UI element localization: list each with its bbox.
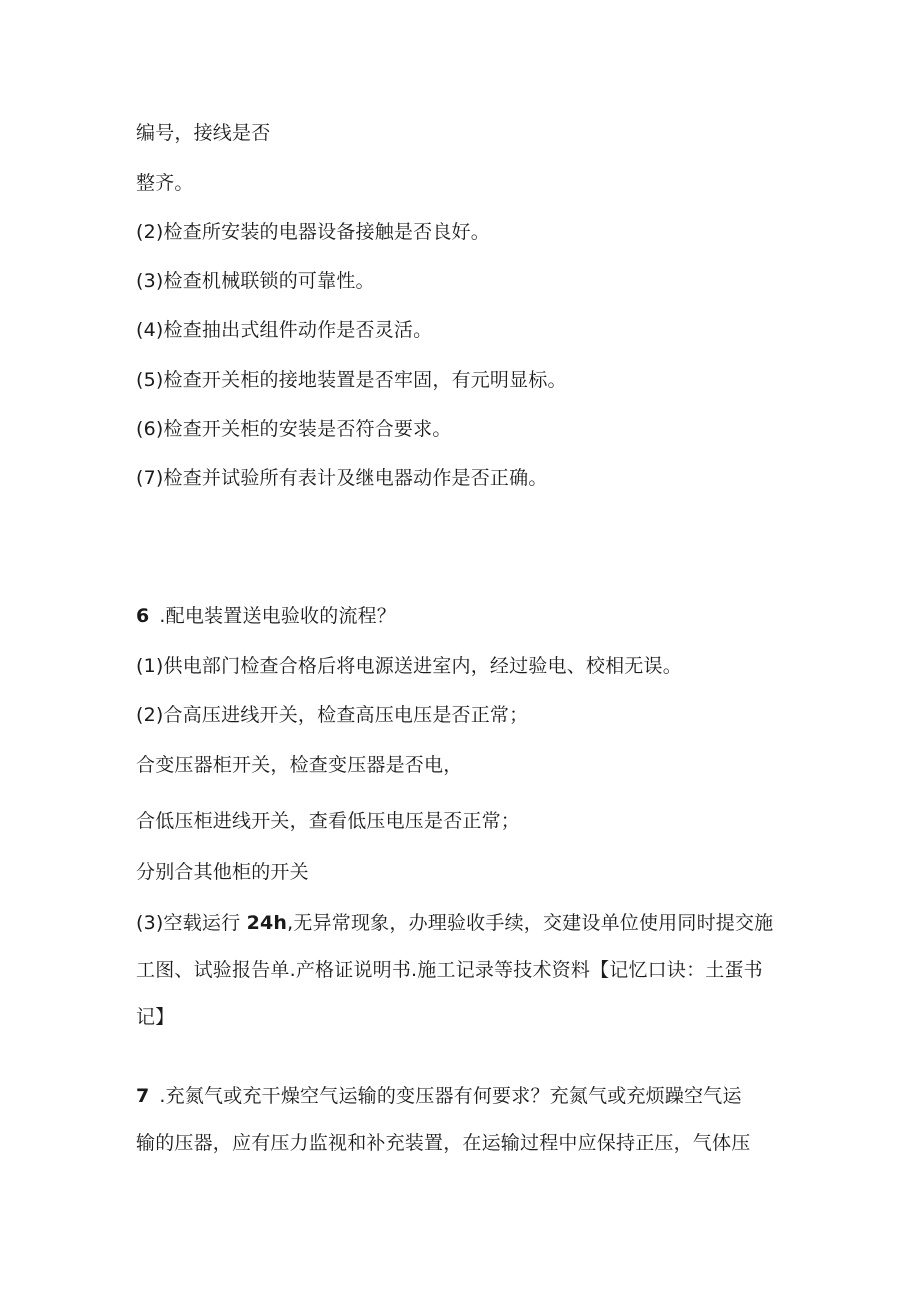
paragraph-line: 输的压器，应有压力监视和补充装置，在运输过程中应保持正压，气体压: [136, 1132, 751, 1154]
list-item: (5)检查开关柜的接地装置是否牢固，有元明显标。: [136, 369, 567, 391]
list-item: (7)检查并试验所有表计及继电器动作是否正确。: [136, 467, 548, 489]
paragraph-line: 编号，接线是否: [136, 122, 271, 144]
section-number: 6: [136, 605, 150, 627]
section-title: .充氮气或充干燥空气运输的变压器有何要求？充氮气或充烦躁空气运: [159, 1085, 742, 1107]
text-run: ,无异常现象，办理验收手续，交建设单位使用同时提交施: [287, 912, 774, 934]
section-title: .配电装置送电验收的流程？: [159, 605, 397, 627]
paragraph-line: 合低压柜进线开关，查看低压电压是否正常；: [136, 810, 521, 832]
list-item: (2)合高压进线开关，检查高压电压是否正常；: [136, 704, 529, 726]
list-item: (3)检查机械联锁的可靠性。: [136, 270, 375, 292]
list-item: (4)检查抽出式组件动作是否灵活。: [136, 319, 433, 341]
paragraph-line: 合变压器柜开关，检查变压器是否电，: [136, 754, 463, 776]
section-number: 7: [136, 1085, 150, 1107]
paragraph-line: 分别合其他柜的开关: [136, 861, 309, 883]
section-heading: [136, 1083, 742, 1109]
paragraph-line: 记】: [136, 1006, 175, 1028]
list-item: (2)检查所安装的电器设备接触是否良好。: [136, 221, 490, 243]
section-heading: [136, 603, 396, 629]
list-item: (1)供电部门检查合格后将电源送进室内，经过验电、校相无误。: [136, 655, 682, 677]
text-run-bold: 24h: [246, 912, 288, 934]
text-run: (3)空载运行: [136, 912, 247, 934]
paragraph-line: 工图、试验报告单.产格证说明书.施工记录等技术资料【记忆口诀：土蛋书: [136, 959, 763, 981]
paragraph-line: 整齐。: [136, 172, 194, 194]
list-item: (6)检查开关柜的安装是否符合要求。: [136, 418, 452, 440]
list-item: [136, 910, 773, 936]
